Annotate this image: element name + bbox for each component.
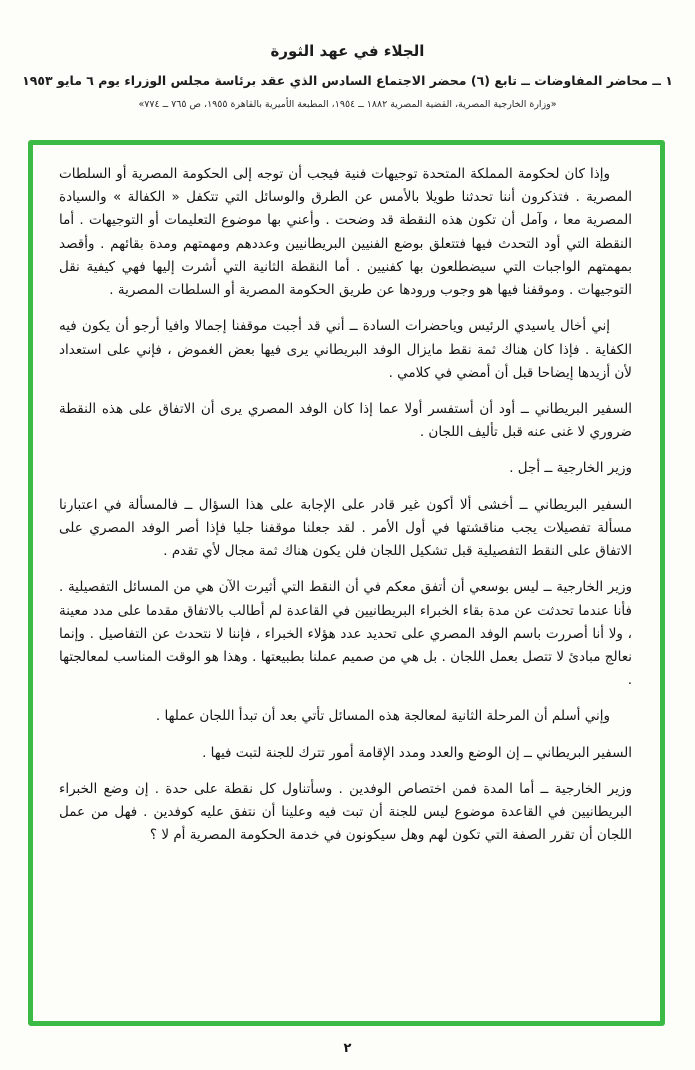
document-subtitle: ١ ــ محاضر المفاوضات ــ تابع (٦) محضر الاجتماع السادس الذي عقد برئاسة مجلس الوزراء يوم ٦ مايو ١٩٥٣ xyxy=(22,73,673,88)
paragraph-british-ambassador-2: السفير البريطاني ــ أخشى ألا أكون غير قادر على الإجابة على هذا السؤال ــ فالمسألة في اعتبارنا مسألة تفصيلات يجب مناقشتها في أول الأمر . لقد جعلنا موقفنا جليا فإذا أصر الوفد المصري على الاتفاق على النقط التفصيلية قبل تشكيل اللجان فلن يكون هناك ثمة مجال لأي تقدم . xyxy=(59,496,632,560)
paragraph-minister-summary: إني أخال ياسيدي الرئيس وياحضرات السادة ــ أني قد أجبت موقفنا إجمالا وافيا أرجو أن يكون فيه الكفاية . فإذا كان هناك ثمة نقط مايزال الوفد البريطاني يرى فيها بعض الغموض ، فإني على استعداد لأن أزيدها إيضاحا قبل أن أمضي في كلامي . xyxy=(59,318,632,381)
source-citation: «وزارة الخارجية المصرية، القضية المصرية ١٨٨٢ ــ ١٩٥٤، المطبعة الأميرية بالقاهرة ١٩٥٥، ص ٧٦٥ ــ ٧٧٤» xyxy=(138,98,557,110)
page-number: ٢ xyxy=(343,1041,352,1056)
page-title: الجلاء في عهد الثورة xyxy=(270,42,425,60)
paragraph-minister-opening: وإذا كان لحكومة المملكة المتحدة توجيهات فنية فيجب أن توجه إلى الحكومة المصرية أو السلطات المصرية . فتذكرون أننا تحدثنا طويلا بالأمس عن الطرق والوسائل التي تتكفل « الكفالة » والسيادة المصرية معا ، وآمل أن تكون هذه النقطة قد وضحت . وأعني بها موضوع التعليمات أو التوجيهات . أما النقطة التي أود التحدث فيها فتتعلق بوضع الفنيين البريطانيين وعددهم ومهمتهم ومدة بقائهم . وأقصد بمهمتهم الواجبات التي سيضطلعون بها كفنيين . أما النقطة الثانية التي أشرت إليها فهي كيفية نقل التوجيهات . وموقفنا فيها هو وجوب ورودها عن طريق الحكومة المصرية أو السلطات المصرية . xyxy=(59,166,632,299)
paragraph-british-ambassador-3: السفير البريطاني ــ إن الوضع والعدد ومدد الإقامة أمور تترك للجنة لتبت فيها . xyxy=(202,744,632,761)
green-bordered-text-box xyxy=(28,140,665,1026)
paragraph-foreign-minister-continuation: وإني أسلم أن المرحلة الثانية لمعالجة هذه المسائل تأتي بعد أن تبدأ اللجان عملها . xyxy=(155,708,610,725)
paragraph-foreign-minister-1: وزير الخارجية ــ أجل . xyxy=(509,460,632,477)
paragraph-foreign-minister-3: وزير الخارجية ــ أما المدة فمن اختصاص الوفدين . وسأتناول كل نقطة على حدة . إن وضع الخبراء البريطانيين في القاعدة موضوع ليس للجنة أن تبت فيه وعلينا أن نتفق عليه كوفدين . فهل من عمل اللجان أن تقرر الصفة التي تكون لهم وهل سيكونون في خدمة الحكومة المصرية أم لا ؟ xyxy=(59,780,632,844)
paragraph-british-ambassador-1: السفير البريطاني ــ أود أن أستفسر أولا عما إذا كان الوفد المصري يرى أن الاتفاق على هذه النقطة ضروري لا غنى عنه قبل تأليف اللجان . xyxy=(59,400,632,441)
paragraph-foreign-minister-2: وزير الخارجية ــ ليس بوسعي أن أتفق معكم في أن النقط التي أثيرت الآن هي من المسائل التفصيلية . فأنا عندما تحدثت عن مدة بقاء الخبراء البريطانيين في القاعدة لم أطالب بالاتفاق مقدما على مدد معينة ، ولا أنا أصررت باسم الوفد المصري على تحديد عدد هؤلاء الخبراء ، فإننا لا نتحدث عن التفاصيل . وإنما نعالج مبادئ لا تتصل بعمل اللجان . بل هي من صميم عملنا بطبيعتها . وهذا هو الوقت المناسب لمعالجتها . xyxy=(59,579,632,689)
document-header xyxy=(0,0,695,110)
